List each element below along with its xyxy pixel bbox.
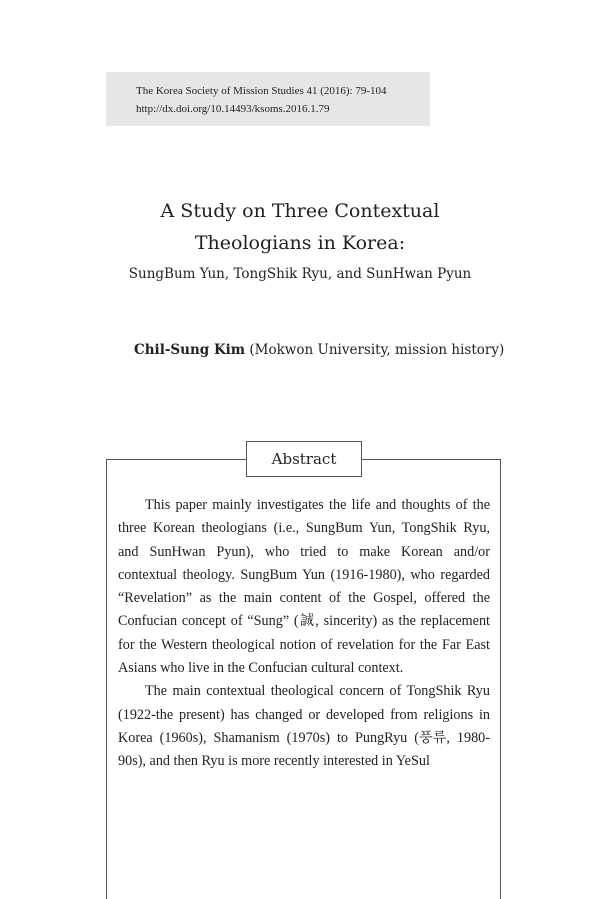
doi-link[interactable]: http://dx.doi.org/10.14493/ksoms.2016.1.79 bbox=[136, 103, 330, 115]
journal-citation: The Korea Society of Mission Studies 41 (2016): 79-104 bbox=[136, 85, 387, 97]
title-line-2: Theologians in Korea: bbox=[194, 232, 406, 254]
citation-box bbox=[106, 72, 430, 126]
abstract-body bbox=[118, 494, 490, 774]
subtitle: SungBum Yun, TongShik Ryu, and SunHwan Pyun bbox=[128, 266, 472, 282]
author-line bbox=[134, 342, 504, 358]
abstract-paragraph-2: The main contextual theological concern of TongShik Ryu (1922-the present) has changed or developed from religions in Korea (1960s), Shamanism (1970s) to PungRyu (풍류, 1980-90s), and then Ryu is more recently interested in YeSul bbox=[118, 683, 490, 770]
author-affiliation: (Mokwon University, mission history) bbox=[249, 342, 505, 358]
abstract-paragraph-1: This paper mainly investigates the life and thoughts of the three Korean theologians (i.e., SungBum Yun, TongShik Ryu, and SunHwan Pyun), who tried to make Korean and/or contextual theology. SungBum Yun (1916-1980), who regarded “Revelation” as the main content of the Gospel, offered the Confucian concept of “Sung” (誠, sincerity) as the replacement for the Western theological notion of revelation for the Far East Asians who live in the Confucian cultural context. bbox=[118, 497, 490, 677]
abstract-heading: Abstract bbox=[246, 441, 362, 477]
author-name: Chil-Sung Kim bbox=[134, 342, 246, 358]
title-line-1: A Study on Three Contextual bbox=[160, 200, 440, 222]
